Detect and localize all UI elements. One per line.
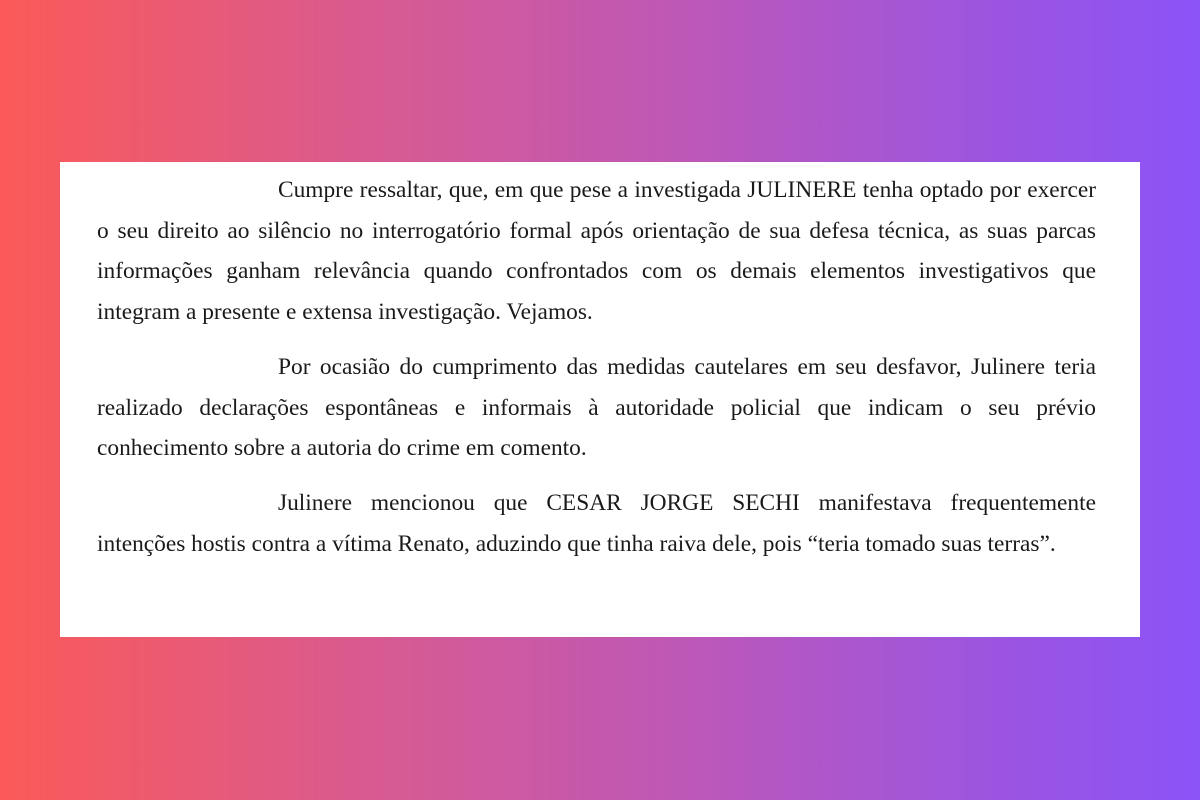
paragraph-1: Cumpre ressaltar, que, em que pese a investigada JULINERE tenha optado por exercer o seu direito ao silêncio no interrogatório formal após orientação de sua defesa técnica, as suas parcas informações ganham relevância quando confrontados com os demais elementos investigativos que integram a presente e extensa investigação. Vejamos.	[97, 177, 1096, 326]
paragraph-2: Por ocasião do cumprimento das medidas cautelares em seu desfavor, Julinere teria realizado declarações espontâneas e informais à autoridade policial que indicam o seu prévio conhecimento sobre a autoria do crime em comento.	[97, 353, 1096, 462]
paragraph-3: Julinere mencionou que CESAR JORGE SECHI manifestava frequentemente intenções hostis contra a vítima Renato, aduzindo que tinha raiva dele, pois “teria tomado suas terras”.	[97, 489, 1096, 557]
document-excerpt-card	[60, 162, 1140, 637]
